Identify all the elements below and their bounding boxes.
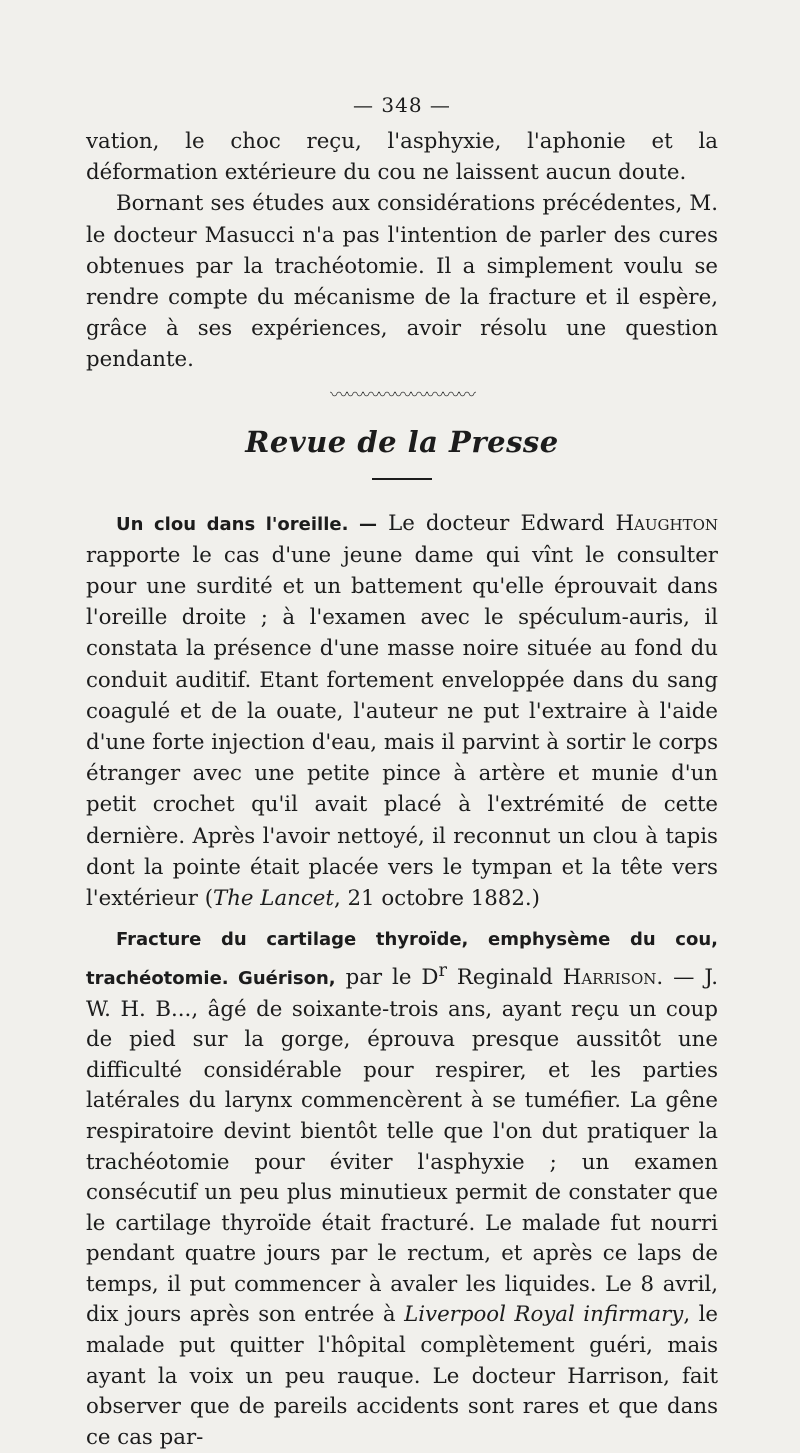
article-heading: Fracture du cartilage thyroïde, emphysème du cou, trachéotomie. Guérison, [86, 929, 718, 989]
article-text: , 21 octobre 1882.) [333, 886, 540, 912]
wavy-divider: 〰〰〰〰〰〰〰〰〰 [330, 384, 474, 406]
article-heading: Un clou dans l'oreille. — [116, 513, 378, 535]
section-title: Revue de la Presse [245, 424, 559, 459]
page-number: — 348 — [353, 93, 451, 117]
author-name: Harrison [562, 964, 657, 990]
masucci-paragraph: Bornant ses études aux considérations précédentes, M. le docteur Masucci n'a pas l'intention de parler des cures obtenues par la trachéotomie. Il a simplement voulu se rendre compte du mécanisme de la fracture et il espère, grâce à ses expériences, avoir résolu une question pendante. [86, 191, 718, 373]
article-text: par le D [335, 964, 439, 990]
continuation-paragraph: vation, le choc reçu, l'asphyxie, l'aphonie et la déformation extérieure du cou ne laissent aucun doute. [86, 129, 718, 186]
article-text: Reginald [446, 964, 563, 990]
superscript: r [438, 960, 447, 981]
title-rule [372, 478, 432, 480]
article-nail-in-ear [86, 508, 718, 915]
journal-title: The Lancet [213, 886, 334, 912]
article-thyroid-fracture [86, 924, 718, 1453]
article-text: . — J. W. H. B..., âgé de soixante-trois ans, ayant reçu un coup de pied sur la gorge, éprouva presque aussitôt une difficulté considérable pour respirer, et les parties latérales du larynx commencèrent à se tuméfier. La gêne respiratoire devint bientôt telle que l'on dut pratiquer la trachéotomie pour éviter l'asphyxie ; un examen consécutif un peu plus minutieux permit de constater que le cartilage thyroïde était fracturé. Le malade fut nourri pendant quatre jours par le rectum, et après ce laps de temps, il put commencer à avaler les liquides. Le 8 avril, dix jours après son entrée à [86, 964, 718, 1328]
article-text: Le docteur Edward [377, 510, 616, 536]
article-text: , le malade put quitter l'hôpital complètement guéri, mais ayant la voix un peu rauque. Le docteur Harrison, fait observer que de pareils accidents sont rares et que dans ce cas par- [86, 1302, 718, 1450]
hospital-name: Liverpool Royal infirmary [404, 1302, 684, 1328]
author-name: Haughton [615, 510, 718, 536]
article-text: rapporte le cas d'une jeune dame qui vînt le consulter pour une surdité et un battement qu'elle éprouvait dans l'oreille droite ; à l'examen avec le spéculum-auris, il constata la présence d'une masse noire située au fond du conduit auditif. Etant fortement enveloppée dans du sang coagulé et de la ouate, l'auteur ne put l'extraire à l'aide d'une forte injection d'eau, mais il parvint à sortir le corps étranger avec une petite pince à artère et munie d'un petit crochet qu'il avait placé à l'extrémité de cette dernière. Après l'avoir nettoyé, il reconnut un clou à tapis dont la pointe était placée vers le tympan et la tête vers l'extérieur ( [86, 542, 718, 912]
spacer [86, 914, 718, 924]
